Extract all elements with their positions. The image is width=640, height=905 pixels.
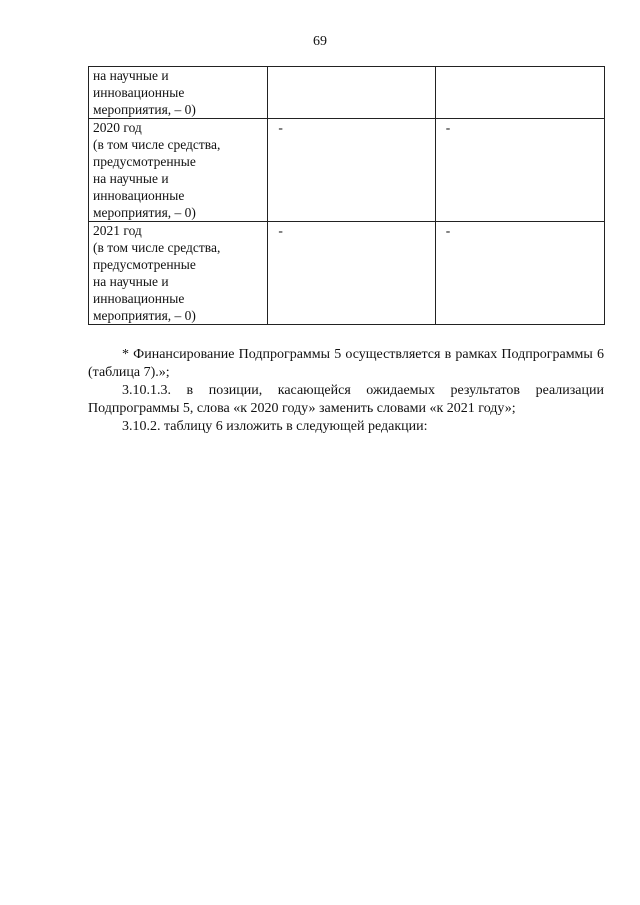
row-label-line: (в том числе средства, — [93, 137, 221, 152]
row-label-cell — [89, 67, 268, 119]
table-row — [89, 222, 605, 325]
row-label-line: мероприятия, – 0) — [93, 102, 196, 117]
row-label-line: мероприятия, – 0) — [93, 308, 196, 323]
value-cell — [435, 67, 604, 119]
row-label-line: предусмотренные — [93, 257, 196, 272]
value-cell: - — [268, 222, 435, 325]
table-row — [89, 119, 605, 222]
row-label-line: инновационные — [93, 291, 185, 306]
row-label-line: на научные и — [93, 68, 169, 83]
row-label-line: 2021 год — [93, 223, 142, 238]
funding-table — [88, 66, 605, 325]
row-label-line: (в том числе средства, — [93, 240, 221, 255]
row-label-line: мероприятия, – 0) — [93, 205, 196, 220]
page-number: 69 — [313, 34, 327, 49]
row-label-line: на научные и — [93, 274, 169, 289]
row-label-cell — [89, 119, 268, 222]
table-row — [89, 67, 605, 119]
row-label-line: инновационные — [93, 188, 185, 203]
value-cell: - — [435, 119, 604, 222]
row-label-line: 2020 год — [93, 120, 142, 135]
value-cell: - — [435, 222, 604, 325]
row-label-line: предусмотренные — [93, 154, 196, 169]
value-cell — [268, 67, 435, 119]
footnote-paragraph: * Финансирование Подпрограммы 5 осуществляется в рамках Подпрограммы 6 (таблица 7).»; — [88, 347, 604, 380]
amendment-paragraph: 3.10.1.3. в позиции, касающейся ожидаемых результатов реализации Подпрограммы 5, слова «к 2020 году» заменить словами «к 2021 году»; — [88, 383, 604, 416]
row-label-line: на научные и — [93, 171, 169, 186]
value-cell: - — [268, 119, 435, 222]
amendment-paragraph: 3.10.2. таблицу 6 изложить в следующей редакции: — [122, 419, 428, 434]
body-text — [88, 346, 604, 436]
row-label-line: инновационные — [93, 85, 185, 100]
row-label-cell — [89, 222, 268, 325]
